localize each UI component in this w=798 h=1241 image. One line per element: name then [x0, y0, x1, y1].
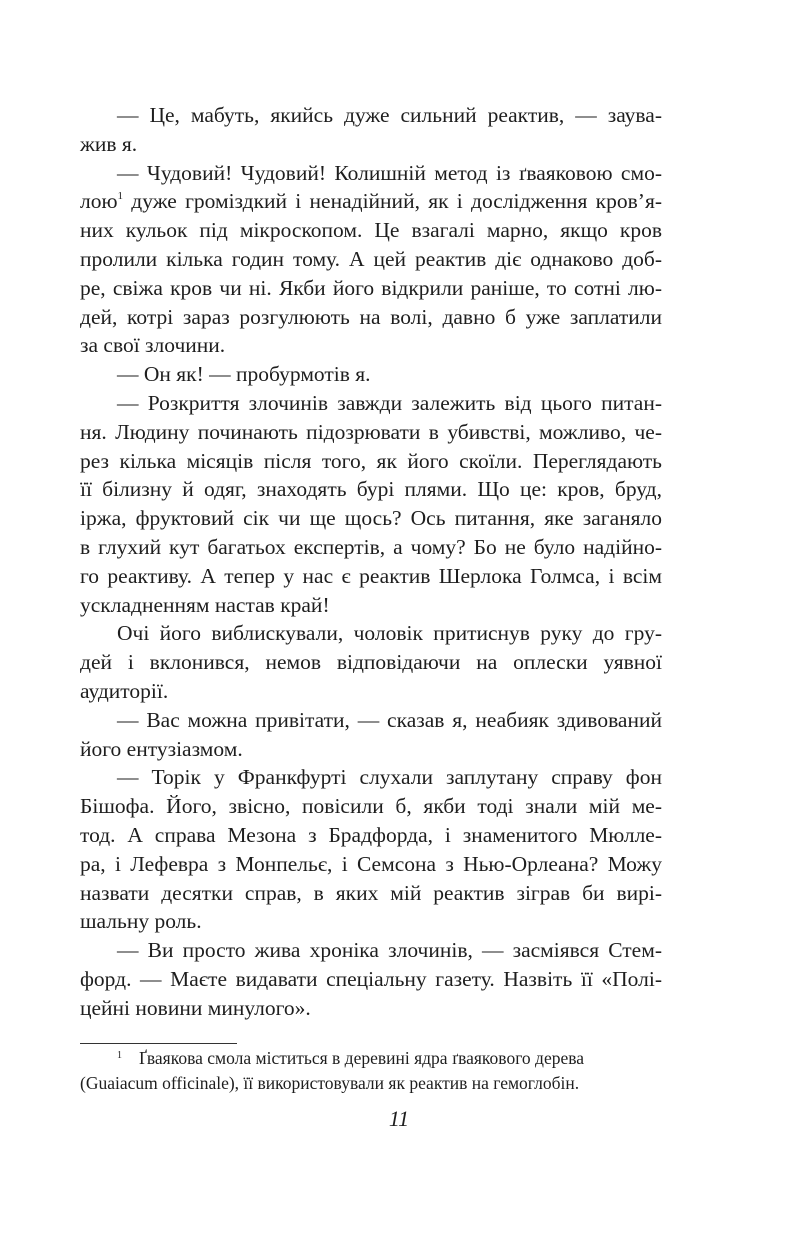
text-line: — Он як! — пробурмотів я.	[117, 362, 371, 387]
text-line: шальну роль.	[80, 909, 202, 934]
text-line: них кульок під мікроскопом. Це взагалі марно, якщо кров	[80, 218, 662, 243]
text-line: ра, і Лефевра з Монпельє, і Семсона з Нью-Орлеана? Можу	[80, 851, 662, 876]
footnote-divider	[80, 1043, 237, 1044]
text-line: аудиторії.	[80, 678, 169, 703]
footnote-text: Ґваякова смола міститься в деревині ядра ґваякового дерева	[139, 1048, 585, 1068]
text-line: дей, котрі зараз розгулюють на волі, давно б уже заплатили	[80, 304, 662, 329]
text-line: форд. — Маєте видавати спеціальну газету. Назвіть її «Полі-	[80, 966, 662, 991]
text-line: ня. Людину починають підозрювати в убивстві, можливо, че-	[80, 419, 662, 444]
text-fragment: лою	[80, 189, 118, 214]
text-line: — Торік у Франкфурті слухали заплутану справу фон	[117, 765, 662, 790]
text-line: ре, свіжа кров чи ні. Якби його відкрили раніше, то сотні лю-	[80, 275, 662, 300]
text-line: — Ви просто жива хроніка злочинів, — засміявся Стем-	[117, 938, 662, 963]
page-number: 11	[388, 1106, 410, 1131]
footnote-line: 1 Ґваякова смола міститься в деревині ядра ґваякового дерева	[117, 1048, 585, 1068]
text-line: го реактиву. А тепер у нас є реактив Шерлока Голмса, і всім	[80, 563, 662, 588]
main-text	[80, 101, 662, 1023]
text-line: іржа, фруктовий сік чи ще щось? Ось питання, яке заганяло	[80, 506, 662, 531]
text-line: його ентузіазмом.	[80, 736, 243, 761]
text-line: — Чудовий! Чудовий! Колишній метод із ґваяковою смо-	[117, 160, 662, 185]
text-line	[80, 187, 662, 216]
footnote	[80, 1046, 662, 1096]
text-line: Очі його виблискували, чоловік притиснув руку до гру-	[117, 621, 662, 646]
text-line: назвати десятки справ, в яких мій реактив зіграв би вирі-	[80, 880, 662, 905]
text-line: ускладненням настав край!	[80, 592, 330, 617]
text-line: тод. А справа Мезона з Брадфорда, і знаменитого Мюлле-	[80, 822, 662, 847]
text-line: дей і вклонився, немов відповідаючи на оплески уявної	[80, 650, 662, 675]
text-line: цейні новини минулого».	[80, 995, 311, 1020]
text-line: Бішофа. Його, звісно, повісили б, якби тоді знали мій ме-	[80, 794, 662, 819]
text-line: її білизну й одяг, знаходять бурі плями. Що це: кров, бруд,	[80, 477, 662, 502]
text-line: пролили кілька годин тому. А цей реактив діє однаково доб-	[80, 246, 662, 271]
text-line: в глухий кут багатьох експертів, а чому? Бо не було надійно-	[80, 534, 662, 559]
footnote-line: (Guaiacum officinale), її використовували як реактив на гемоглобін.	[80, 1073, 580, 1093]
text-line: рез кілька місяців після того, як його скоїли. Переглядають	[80, 448, 662, 473]
text-line: — Вас можна привітати, — сказав я, неабияк здивований	[117, 707, 662, 732]
text-line: жив я.	[80, 131, 138, 156]
text-line: за свої злочини.	[80, 333, 226, 358]
footnote-reference: 1	[117, 190, 124, 203]
text-line: — Це, мабуть, якийсь дуже сильний реактив, — заува-	[117, 103, 662, 127]
text-fragment: дуже громіздкий і ненадійний, як і дослідження кров’я-	[123, 189, 662, 214]
text-line: — Розкриття злочинів завжди залежить від цього питан-	[117, 390, 662, 415]
